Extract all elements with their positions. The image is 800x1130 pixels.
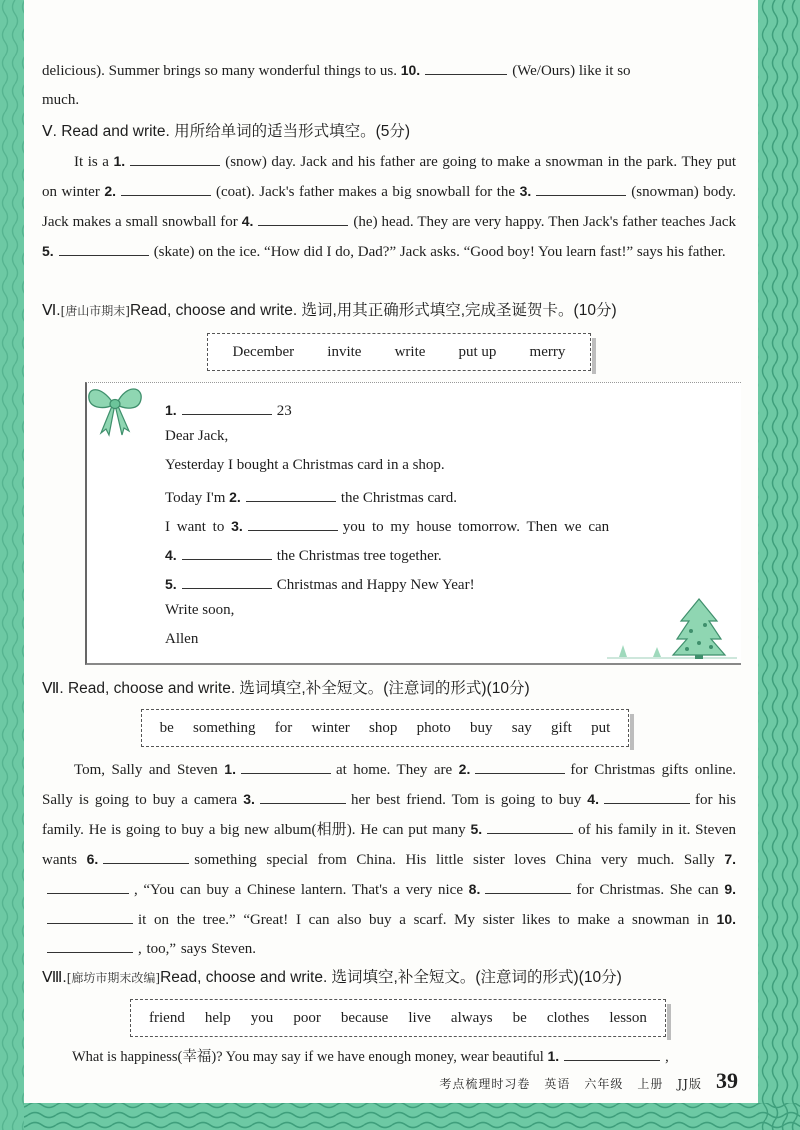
word-bank-item: you — [250, 1009, 274, 1026]
section-7-passage — [42, 755, 736, 964]
source-tag: [唐山市期末] — [60, 304, 130, 318]
text: Christmas and Happy New Year! — [276, 577, 475, 593]
footer-edition: JJ版 — [677, 1077, 702, 1091]
word-bank-item: lesson — [609, 1009, 647, 1026]
text: very nice — [405, 882, 463, 898]
question-number: 5. — [42, 243, 54, 259]
text: for his family. He is going to buy a big new album(相册). He can put many — [42, 792, 736, 838]
page-number: 39 — [716, 1068, 738, 1093]
word-bank-item: write — [394, 343, 426, 360]
word-bank-item: for — [274, 719, 293, 736]
question-number: 3. — [243, 791, 255, 807]
question-number: 3. — [519, 183, 532, 199]
section-6 — [42, 296, 736, 326]
question-number: 5. — [165, 576, 177, 592]
section-title: Ⅶ. Read, choose and write. 选词填空,补全短文。(注意词的形式)(10分) — [42, 680, 530, 697]
top-paragraph — [42, 56, 736, 115]
question-number: 1. — [165, 402, 177, 418]
word-bank-item: something — [193, 719, 256, 736]
footer-volume: 上册 — [637, 1077, 664, 1091]
footer-book-title: 考点梳理时习卷 — [439, 1077, 531, 1091]
question-number: 5. — [470, 821, 483, 837]
question-number: 4. — [165, 547, 177, 563]
section-title: Ⅴ. Read and write. 用所给单词的适当形式填空。(5分) — [42, 123, 411, 140]
text: (he) head. They are very happy. — [353, 214, 545, 230]
question-number: 9. — [724, 881, 737, 897]
answer-blank[interactable] — [487, 818, 573, 834]
text: at home. They are — [335, 762, 453, 778]
text: something special from China. His — [194, 852, 427, 868]
answer-blank[interactable] — [260, 788, 346, 804]
word-bank-item: friend — [149, 1009, 185, 1026]
word-bank-6 — [207, 333, 591, 371]
question-number: 1. — [547, 1048, 560, 1064]
word-bank-item: winter — [311, 719, 350, 736]
card-greeting: Dear Jack, — [165, 428, 229, 444]
text: (We/Ours) like it so — [512, 63, 631, 79]
question-number: 4. — [241, 213, 254, 229]
answer-blank[interactable] — [604, 788, 690, 804]
text: It is a — [74, 154, 109, 170]
answer-blank[interactable] — [47, 937, 133, 953]
text: delicious). Summer brings so many wonderful things to us. — [42, 63, 397, 79]
section-title: Read, choose and write. 选词填空,补全短文。(注意词的形式)(10分) — [160, 969, 622, 986]
question-number: 3. — [231, 518, 243, 534]
question-number: 2. — [229, 489, 241, 505]
word-bank-7 — [141, 709, 629, 747]
section-number: Ⅷ. — [42, 969, 67, 986]
answer-blank[interactable] — [248, 515, 338, 531]
answer-blank[interactable] — [121, 180, 211, 196]
card-signature: Allen — [165, 631, 199, 647]
question-number: 1. — [224, 761, 236, 777]
card-line — [165, 573, 475, 594]
text: the Christmas card. — [340, 490, 458, 506]
text: for Christmas. She can — [576, 882, 719, 898]
text: Tom, Sally and Steven — [74, 762, 218, 778]
bow-icon — [83, 379, 147, 441]
answer-blank[interactable] — [59, 240, 149, 256]
card-line: Yesterday I bought a Christmas card in a shop. — [165, 457, 445, 473]
section-number: Ⅵ. — [42, 302, 61, 319]
answer-blank[interactable] — [47, 878, 129, 894]
text: (skate) on the ice. “How did I do, Dad?” Jack asks. — [153, 244, 460, 260]
question-number: 10. — [716, 911, 737, 927]
answer-blank[interactable] — [485, 878, 571, 894]
card-date-line — [165, 399, 292, 420]
source-tag: [廊坊市期末改编] — [66, 971, 161, 985]
text: you to my house tomorrow. Then we can — [342, 519, 610, 535]
question-number: 2. — [458, 761, 471, 777]
question-number: 2. — [104, 183, 117, 199]
question-number: 6. — [86, 851, 99, 867]
word-bank-item: live — [408, 1009, 431, 1026]
text: , — [665, 1049, 669, 1065]
text: (snowman) body. Jack makes a small snowball for — [42, 184, 737, 230]
section-title: Read, choose and write. 选词,用其正确形式填空,完成圣诞贺卡。(10分) — [129, 302, 617, 319]
answer-blank[interactable] — [425, 59, 507, 75]
text: What is happiness(幸福)? You may say if we have enough money, wear beautiful — [72, 1049, 544, 1065]
text: I want to — [165, 519, 225, 535]
word-bank-item: because — [340, 1009, 389, 1026]
word-bank-item: gift — [551, 719, 572, 736]
word-bank-item: shop — [369, 719, 398, 736]
page-footer — [439, 1068, 738, 1094]
word-bank-item: clothes — [546, 1009, 590, 1026]
text: (snow) day. Jack and his father are going to make a snowman in the park. — [225, 154, 678, 170]
christmas-card — [85, 382, 741, 665]
question-number: 7. — [724, 851, 737, 867]
answer-blank[interactable] — [130, 150, 220, 166]
word-bank-item: poor — [293, 1009, 321, 1026]
section-8 — [42, 963, 736, 993]
text: Then Jack's father teaches Jack — [548, 214, 737, 230]
answer-blank[interactable] — [475, 758, 565, 774]
answer-blank[interactable] — [246, 486, 336, 502]
text: “Good boy! You learn fast!” says his father. — [463, 244, 726, 260]
answer-blank[interactable] — [258, 210, 348, 226]
card-line — [165, 486, 457, 507]
answer-blank[interactable] — [241, 758, 331, 774]
question-number: 1. — [113, 153, 126, 169]
card-closing: Write soon, — [165, 602, 235, 618]
question-number: 4. — [587, 791, 599, 807]
answer-blank[interactable] — [564, 1045, 660, 1061]
answer-blank[interactable] — [182, 573, 272, 589]
word-bank-item: merry — [529, 343, 566, 360]
question-number: 8. — [468, 881, 481, 897]
answer-blank[interactable] — [182, 544, 272, 560]
word-bank-item: put up — [458, 343, 497, 360]
text: for Christmas — [570, 762, 656, 778]
text: little sister loves China very much. Sally — [435, 852, 715, 868]
word-bank-item: put — [591, 719, 611, 736]
word-bank-item: say — [511, 719, 532, 736]
word-bank-8 — [130, 999, 666, 1037]
answer-blank[interactable] — [47, 908, 133, 924]
section-7 — [42, 674, 736, 704]
answer-blank[interactable] — [182, 399, 272, 415]
card-line — [165, 544, 442, 565]
question-number: 10. — [400, 62, 421, 78]
text: buy a scarf. My sister likes to make a snowman in — [369, 912, 709, 928]
word-bank-item: always — [450, 1009, 493, 1026]
word-bank-item: be — [512, 1009, 527, 1026]
date-day: 23 — [276, 403, 292, 419]
text: it on the tree.” “Great! I can also — [138, 912, 362, 928]
text: much. — [42, 92, 80, 108]
word-bank-item: help — [204, 1009, 231, 1026]
text: of his family in it. Steven wants — [42, 822, 736, 868]
text: Today I'm — [165, 490, 226, 506]
text: the Christmas tree together. — [276, 548, 442, 564]
word-bank-item: invite — [327, 343, 362, 360]
footer-grade: 六年级 — [584, 1077, 624, 1091]
text: her best friend. Tom is going to buy — [350, 792, 582, 808]
text: gifts online. Sally is going to buy a camera — [42, 762, 737, 808]
word-bank-item: December — [232, 343, 295, 360]
text: (coat). Jack's father makes a big snowball for the — [216, 184, 516, 200]
word-bank-item: photo — [416, 719, 451, 736]
word-bank-item: be — [159, 719, 174, 736]
christmas-tree-icon — [607, 595, 737, 661]
answer-blank[interactable] — [103, 848, 189, 864]
footer-subject: 英语 — [544, 1077, 571, 1091]
text: They put on winter — [42, 154, 736, 200]
text: , “You can buy a Chinese lantern. That's a — [134, 882, 401, 898]
word-bank-item: buy — [470, 719, 493, 736]
card-line — [165, 515, 675, 536]
answer-blank[interactable] — [536, 180, 626, 196]
section-5 — [42, 117, 736, 267]
text: , too,” says Steven. — [138, 941, 256, 957]
